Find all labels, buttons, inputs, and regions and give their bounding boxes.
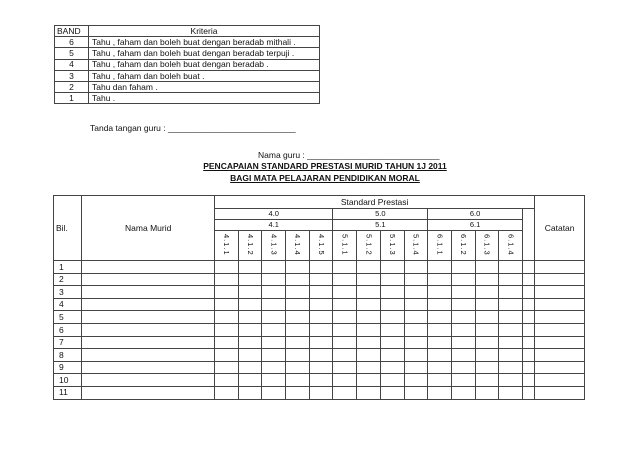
score-cell — [428, 386, 452, 399]
score-cell — [522, 361, 534, 374]
band-row — [55, 59, 320, 70]
score-cell — [404, 361, 428, 374]
score-cell — [380, 349, 404, 362]
score-cell — [309, 323, 333, 336]
score-cell — [215, 311, 239, 324]
score-cell — [451, 336, 475, 349]
score-cell — [499, 336, 523, 349]
score-cell — [262, 286, 286, 299]
item-label: 4.1.1 — [222, 233, 232, 256]
score-cell — [428, 273, 452, 286]
score-cell — [333, 361, 357, 374]
score-cell — [215, 336, 239, 349]
notes-cell — [535, 273, 585, 286]
score-cell — [286, 311, 310, 324]
student-name-cell — [82, 311, 215, 324]
score-cell — [451, 361, 475, 374]
score-cell — [404, 286, 428, 299]
score-cell — [262, 261, 286, 274]
notes-cell — [535, 311, 585, 324]
item-label: 6.1.2 — [459, 233, 469, 256]
notes-cell — [535, 336, 585, 349]
band-criteria: Tahu , faham dan boleh buat . — [89, 70, 320, 81]
score-cell — [475, 298, 499, 311]
score-cell — [309, 386, 333, 399]
score-cell — [499, 311, 523, 324]
score-cell — [428, 286, 452, 299]
score-cell — [286, 298, 310, 311]
row-number: 6 — [54, 323, 82, 336]
score-cell — [451, 311, 475, 324]
spacer-cell — [522, 209, 534, 261]
score-cell — [357, 386, 381, 399]
score-cell — [475, 311, 499, 324]
score-cell — [286, 261, 310, 274]
teacher-name-line: Nama guru : ____________________________ — [258, 150, 440, 160]
notes-cell — [535, 349, 585, 362]
score-cell — [451, 374, 475, 387]
score-cell — [522, 336, 534, 349]
item-header — [357, 231, 381, 261]
score-cell — [215, 374, 239, 387]
score-cell — [380, 298, 404, 311]
score-cell — [333, 323, 357, 336]
score-cell — [215, 261, 239, 274]
score-cell — [475, 273, 499, 286]
table-row — [54, 336, 585, 349]
standard-header: Standard Prestasi — [215, 196, 535, 209]
score-cell — [286, 374, 310, 387]
score-cell — [380, 361, 404, 374]
student-name-cell — [82, 374, 215, 387]
score-cell — [262, 336, 286, 349]
score-cell — [475, 336, 499, 349]
student-name-header: Nama Murid — [82, 196, 215, 261]
score-cell — [333, 298, 357, 311]
score-cell — [262, 311, 286, 324]
score-cell — [380, 273, 404, 286]
score-cell — [380, 286, 404, 299]
student-name-cell — [82, 286, 215, 299]
item-header — [404, 231, 428, 261]
band-criteria: Tahu dan faham . — [89, 81, 320, 92]
table-row — [54, 298, 585, 311]
score-cell — [215, 298, 239, 311]
score-cell — [309, 349, 333, 362]
subgroup-label: 6.1 — [428, 220, 523, 231]
score-cell — [238, 273, 262, 286]
item-header — [262, 231, 286, 261]
item-label: 5.1.4 — [411, 233, 421, 256]
table-row — [54, 311, 585, 324]
band-row — [55, 81, 320, 92]
student-name-cell — [82, 261, 215, 274]
score-cell — [238, 361, 262, 374]
score-cell — [522, 349, 534, 362]
row-number: 1 — [54, 261, 82, 274]
notes-cell — [535, 261, 585, 274]
score-cell — [357, 298, 381, 311]
score-cell — [357, 361, 381, 374]
score-cell — [215, 361, 239, 374]
table-row — [54, 386, 585, 399]
student-name-cell — [82, 386, 215, 399]
score-cell — [499, 273, 523, 286]
score-cell — [286, 286, 310, 299]
score-cell — [286, 323, 310, 336]
notes-cell — [535, 374, 585, 387]
score-cell — [262, 361, 286, 374]
bil-header: Bil. — [54, 196, 82, 261]
item-header — [380, 231, 404, 261]
score-cell — [262, 349, 286, 362]
row-number: 8 — [54, 349, 82, 362]
item-label: 6.1.4 — [506, 233, 516, 256]
score-cell — [475, 323, 499, 336]
score-cell — [404, 323, 428, 336]
score-cell — [475, 386, 499, 399]
table-row — [54, 273, 585, 286]
score-cell — [238, 298, 262, 311]
score-cell — [475, 361, 499, 374]
score-cell — [522, 386, 534, 399]
row-number: 2 — [54, 273, 82, 286]
band-number: 5 — [55, 48, 89, 59]
band-criteria: Tahu , faham dan boleh buat dengan beradab mithali . — [89, 37, 320, 48]
table-row — [54, 323, 585, 336]
score-cell — [522, 286, 534, 299]
score-cell — [286, 273, 310, 286]
score-cell — [428, 336, 452, 349]
notes-cell — [535, 286, 585, 299]
score-cell — [238, 311, 262, 324]
score-cell — [286, 349, 310, 362]
score-cell — [380, 311, 404, 324]
score-cell — [357, 349, 381, 362]
score-cell — [215, 273, 239, 286]
score-cell — [309, 336, 333, 349]
row-number: 7 — [54, 336, 82, 349]
score-cell — [404, 311, 428, 324]
score-cell — [404, 261, 428, 274]
score-cell — [428, 323, 452, 336]
item-label: 5.1.2 — [364, 233, 374, 256]
score-cell — [309, 311, 333, 324]
band-row — [55, 48, 320, 59]
band-criteria: Tahu , faham dan boleh buat dengan beradab . — [89, 59, 320, 70]
table-row — [54, 286, 585, 299]
score-cell — [451, 286, 475, 299]
score-cell — [333, 374, 357, 387]
score-cell — [499, 374, 523, 387]
score-cell — [333, 261, 357, 274]
score-cell — [262, 273, 286, 286]
item-label: 4.1.2 — [245, 233, 255, 256]
score-cell — [499, 261, 523, 274]
score-cell — [404, 298, 428, 311]
score-cell — [522, 298, 534, 311]
score-cell — [238, 374, 262, 387]
page-title: PENCAPAIAN STANDARD PRESTASI MURID TAHUN 1J 2011 — [203, 161, 447, 171]
subgroup-label: 4.1 — [215, 220, 333, 231]
band-number: 3 — [55, 70, 89, 81]
score-cell — [499, 361, 523, 374]
item-label: 5.1.1 — [340, 233, 350, 256]
score-cell — [380, 336, 404, 349]
band-number: 6 — [55, 37, 89, 48]
score-cell — [309, 261, 333, 274]
item-header — [309, 231, 333, 261]
score-cell — [475, 261, 499, 274]
band-row — [55, 93, 320, 104]
score-cell — [475, 349, 499, 362]
row-number: 3 — [54, 286, 82, 299]
row-number: 9 — [54, 361, 82, 374]
signature-line: Tanda tangan guru : ___________________________ — [90, 123, 296, 133]
score-cell — [499, 386, 523, 399]
score-cell — [522, 261, 534, 274]
group-label: 6.0 — [428, 209, 523, 220]
score-cell — [451, 298, 475, 311]
item-label: 5.1.3 — [387, 233, 397, 256]
student-name-cell — [82, 298, 215, 311]
band-row — [55, 37, 320, 48]
score-cell — [238, 336, 262, 349]
score-cell — [333, 386, 357, 399]
score-cell — [357, 261, 381, 274]
score-cell — [309, 361, 333, 374]
score-cell — [522, 311, 534, 324]
notes-header: Catatan — [535, 196, 585, 261]
student-name-cell — [82, 349, 215, 362]
score-cell — [309, 374, 333, 387]
row-number: 5 — [54, 311, 82, 324]
score-cell — [451, 323, 475, 336]
achievement-table — [53, 195, 585, 400]
item-label: 6.1.3 — [482, 233, 492, 256]
item-header — [499, 231, 523, 261]
score-cell — [428, 349, 452, 362]
score-cell — [380, 374, 404, 387]
score-cell — [428, 374, 452, 387]
table-row — [54, 361, 585, 374]
score-cell — [522, 323, 534, 336]
student-rows — [54, 261, 585, 400]
item-header — [286, 231, 310, 261]
score-cell — [499, 323, 523, 336]
score-cell — [262, 374, 286, 387]
item-label: 4.1.5 — [316, 233, 326, 256]
row-number: 10 — [54, 374, 82, 387]
score-cell — [451, 386, 475, 399]
row-number: 11 — [54, 386, 82, 399]
item-label: 4.1.3 — [269, 233, 279, 256]
score-cell — [333, 286, 357, 299]
notes-cell — [535, 361, 585, 374]
score-cell — [380, 386, 404, 399]
score-cell — [522, 374, 534, 387]
table-row — [54, 349, 585, 362]
score-cell — [286, 336, 310, 349]
score-cell — [238, 286, 262, 299]
score-cell — [404, 336, 428, 349]
score-cell — [333, 349, 357, 362]
score-cell — [238, 261, 262, 274]
score-cell — [309, 298, 333, 311]
student-name-cell — [82, 273, 215, 286]
item-label: 4.1.4 — [293, 233, 303, 256]
band-number: 2 — [55, 81, 89, 92]
score-cell — [215, 286, 239, 299]
score-cell — [380, 323, 404, 336]
student-name-cell — [82, 323, 215, 336]
table-row — [54, 261, 585, 274]
item-header — [428, 231, 452, 261]
band-row — [55, 70, 320, 81]
item-header — [451, 231, 475, 261]
row-number: 4 — [54, 298, 82, 311]
score-cell — [451, 349, 475, 362]
score-cell — [499, 298, 523, 311]
score-cell — [404, 386, 428, 399]
score-cell — [286, 361, 310, 374]
score-cell — [380, 261, 404, 274]
score-cell — [428, 261, 452, 274]
criteria-header: Kriteria — [89, 26, 320, 37]
score-cell — [404, 273, 428, 286]
score-cell — [333, 273, 357, 286]
student-name-cell — [82, 336, 215, 349]
student-name-cell — [82, 361, 215, 374]
score-cell — [357, 374, 381, 387]
score-cell — [357, 273, 381, 286]
band-table-header — [55, 26, 320, 37]
band-criteria: Tahu . — [89, 93, 320, 104]
band-number: 1 — [55, 93, 89, 104]
score-cell — [357, 311, 381, 324]
score-cell — [357, 323, 381, 336]
score-cell — [357, 286, 381, 299]
score-cell — [499, 349, 523, 362]
notes-cell — [535, 298, 585, 311]
table-row — [54, 374, 585, 387]
score-cell — [428, 361, 452, 374]
score-cell — [475, 374, 499, 387]
score-cell — [499, 286, 523, 299]
score-cell — [215, 386, 239, 399]
score-cell — [309, 286, 333, 299]
score-cell — [238, 323, 262, 336]
score-cell — [357, 336, 381, 349]
group-label: 5.0 — [333, 209, 428, 220]
group-label: 4.0 — [215, 209, 333, 220]
notes-cell — [535, 386, 585, 399]
score-cell — [475, 286, 499, 299]
band-criteria: Tahu , faham dan boleh buat dengan beradab terpuji . — [89, 48, 320, 59]
page-subtitle: BAGI MATA PELAJARAN PENDIDIKAN MORAL — [230, 173, 420, 183]
score-cell — [404, 349, 428, 362]
score-cell — [238, 386, 262, 399]
score-cell — [215, 349, 239, 362]
item-label: 6.1.1 — [435, 233, 445, 256]
score-cell — [238, 349, 262, 362]
score-cell — [286, 386, 310, 399]
score-cell — [404, 374, 428, 387]
score-cell — [428, 298, 452, 311]
score-cell — [215, 323, 239, 336]
band-number: 4 — [55, 59, 89, 70]
score-cell — [262, 298, 286, 311]
score-cell — [333, 336, 357, 349]
notes-cell — [535, 323, 585, 336]
band-criteria-table — [54, 25, 320, 104]
subgroup-label: 5.1 — [333, 220, 428, 231]
score-cell — [262, 386, 286, 399]
score-cell — [309, 273, 333, 286]
band-header: BAND — [55, 26, 89, 37]
score-cell — [451, 261, 475, 274]
score-cell — [451, 273, 475, 286]
item-header — [238, 231, 262, 261]
header-row-standard — [54, 196, 585, 209]
score-cell — [428, 311, 452, 324]
score-cell — [333, 311, 357, 324]
score-cell — [262, 323, 286, 336]
item-header — [215, 231, 239, 261]
item-header — [333, 231, 357, 261]
score-cell — [522, 273, 534, 286]
item-header — [475, 231, 499, 261]
